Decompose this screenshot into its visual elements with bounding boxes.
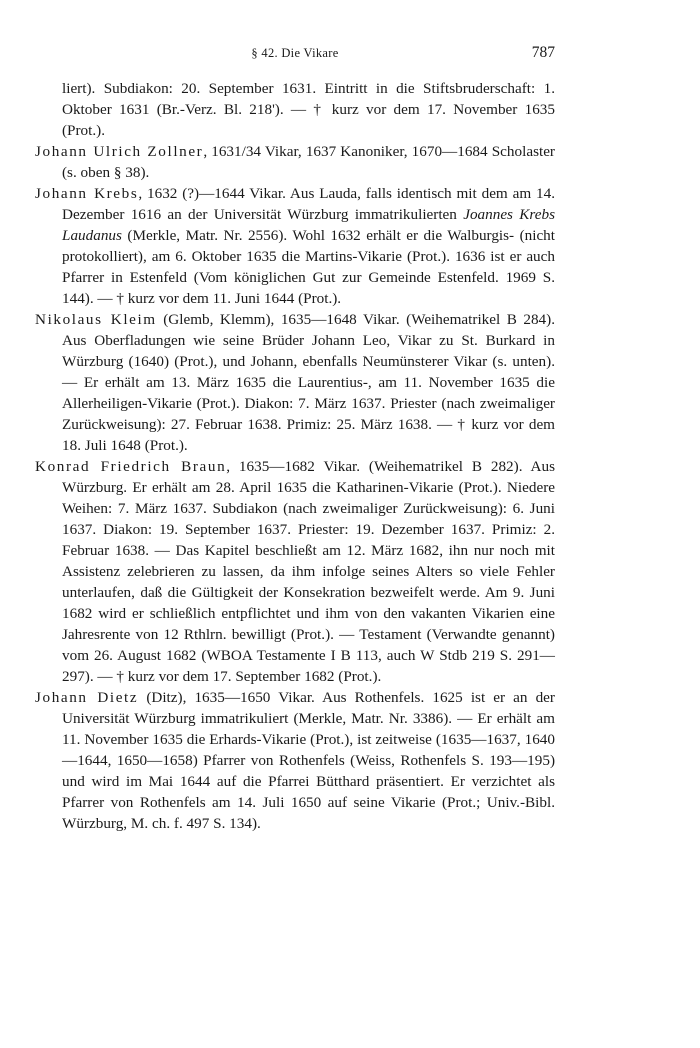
person-name: Konrad Friedrich Braun <box>35 458 227 475</box>
entry-krebs <box>35 183 555 309</box>
entry-text: (Glemb, Klemm), 1635—1648 Vikar. (Weihematrikel B 284). Aus Oberfladungen wie seine Brüder Johann Leo, Vikar zu St. Burkard in Würzburg (1640) (Prot.), und Johann, ebenfalls Neumünsterer Vikar (s. unten). — Er erhält am 13. März 1635 die Laurentius-, am 11. November 1635 die Allerheiligen-Vikarie (Prot.). Diakon: 7. März 1637. Priester (nach zweimaliger Zurückweisung): 27. Februar 1638. Primiz: 25. März 1638. — † kurz vor dem 18. Juli 1648 (Prot.). <box>62 311 556 454</box>
entry-continuation <box>35 78 555 141</box>
entry-text-start: , 1632 (?)—1644 Vikar. Aus Lauda, falls identisch mit dem am 14. Dezember 1616 an der Universität Würzburg immatrikulierten <box>62 185 555 223</box>
person-name: Johann Ulrich Zollner <box>35 143 204 160</box>
entry-text: (Merkle, Matr. Nr. 2556). Wohl 1632 erhält er die Walburgis- (nicht protokolliert), am 6. Oktober 1635 die Martins-Vikarie (Prot.). 1636 ist er auch Pfarrer in Estenfeld (Vom königlichen Gut zur Gemeinde Estenfeld. 1969 S. 144). — † kurz vor dem 11. Juni 1644 (Prot.). <box>62 227 555 307</box>
running-title: § 42. Die Vikare <box>251 46 339 60</box>
entry-dietz <box>35 687 555 834</box>
person-name: Johann Dietz <box>35 689 139 706</box>
entry-text: (Ditz), 1635—1650 Vikar. Aus Rothenfels. 1625 ist er an der Universität Würzburg immatrikuliert (Merkle, Matr. Nr. 3386). — Er erhält am 11. November 1635 die Erhards-Vikarie (Prot.), ist zeitweise (1635—1637, 1640—1644, 1650—1658) Pfarrer von Rothenfels (Weiss, Rothenfels S. 193—195) und wird im Mai 1644 auf die Pfarrei Bütthard präsentiert. Er verzichtet als Pfarrer von Rothenfels am 14. Juli 1650 auf seine Vikarie (Prot.; Univ.-Bibl. Würzburg, M. ch. f. 497 S. 134). <box>62 689 555 832</box>
entry-zollner <box>35 141 555 183</box>
person-name: Nikolaus Kleim <box>35 311 157 328</box>
latin-name: Joannes Krebs Laudanus <box>62 206 555 244</box>
entry-text: , 1631/34 Vikar, 1637 Kanoniker, 1670—1684 Scholaster (s. oben § 38). <box>62 143 555 181</box>
entry-text: , 1635—1682 Vikar. (Weihematrikel B 282). Aus Würzburg. Er erhält am 28. April 1635 die Katharinen-Vikarie (Prot.). Niedere Weihen: 7. März 1637. Subdiakon (nach zweimaliger Zurückweisung): 6. Juni 1637. Diakon: 19. September 1637. Priester: 19. Dezember 1637. Primiz: 2. Februar 1638. — Das Kapitel beschließt am 12. März 1682, ihn nur noch mit Assistenz zelebrieren zu lassen, da ihm infolge seines Alters so viele Fehler unterlaufen, daß die Gültigkeit der Konsekration bezweifelt werde. Am 9. Juni 1682 wird er schließlich entpflichtet und ihm von den vakanten Vikarien eine Jahresrente von 12 Rthlrn. bewilligt (Prot.). — Testament (Verwandte genannt) vom 26. August 1682 (WBOA Testamente I B 113, auch W Stdb 219 S. 291—297). — † kurz vor dem 17. September 1682 (Prot.). <box>62 458 555 685</box>
entry-text: liert). Subdiakon: 20. September 1631. Eintritt in die Stiftsbruderschaft: 1. Oktober 1631 (Br.-Verz. Bl. 218'). — † kurz vor dem 17. November 1635 (Prot.). <box>62 80 555 139</box>
entry-braun <box>35 456 555 687</box>
page-number: 787 <box>531 44 555 61</box>
person-name: Johann Krebs <box>35 185 139 202</box>
entry-kleim <box>35 309 555 456</box>
page-header <box>35 44 555 66</box>
body-text <box>35 78 555 834</box>
